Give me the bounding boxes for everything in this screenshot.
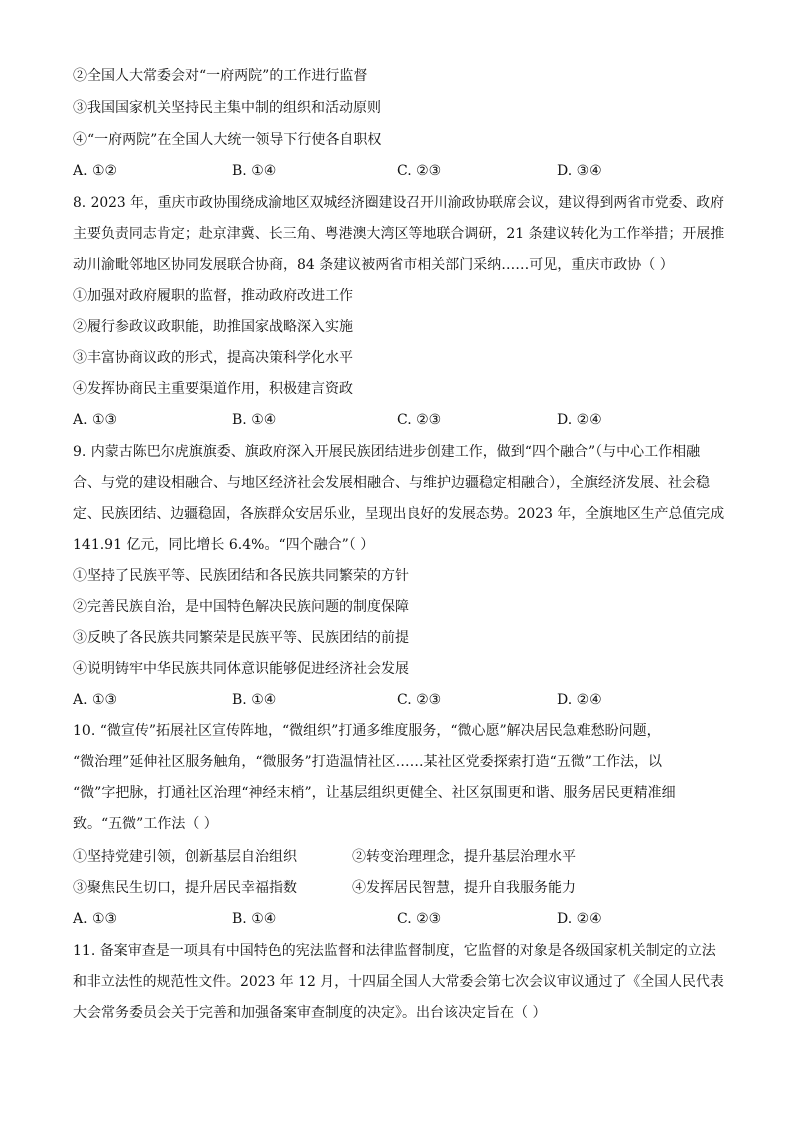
q7-option-d[interactable]: D. ③④ — [557, 163, 602, 179]
q9-item-2: ②完善民族自治，是中国特色解决民族问题的制度保障 — [73, 599, 409, 615]
q10-option-d[interactable]: D. ②④ — [557, 911, 602, 927]
q9-stem-line-2: 合、与党的建设相融合、与地区经济社会发展相融合、与维护边疆稳定相融合），全旗经济发展、社会稳 — [73, 475, 710, 491]
q9-option-a[interactable]: A. ①③ — [73, 692, 118, 708]
q9-stem-line-1: 9. 内蒙古陈巴尔虎旗旗委、旗政府深入开展民族团结进步创建工作，做到“四个融合”（与中心工作相融 — [73, 444, 701, 460]
q9-option-b[interactable]: B. ①④ — [232, 692, 277, 708]
q10-item-1: ①坚持党建引领，创新基层自治组织 — [73, 849, 297, 865]
q8-option-b[interactable]: B. ①④ — [232, 412, 277, 428]
q8-stem-line-1: 8. 2023 年，重庆市政协围绕成渝地区双城经济圈建设召开川渝政协联席会议，建议得到两省市党委、政府 — [73, 195, 724, 211]
q10-option-b[interactable]: B. ①④ — [232, 911, 277, 927]
q8-item-2: ②履行参政议政职能，助推国家战略深入实施 — [73, 319, 353, 335]
q8-option-c[interactable]: C. ②③ — [397, 412, 442, 428]
q10-option-c[interactable]: C. ②③ — [397, 911, 442, 927]
q9-item-1: ①坚持了民族平等、民族团结和各民族共同繁荣的方针 — [73, 568, 409, 584]
q7-item-3: ③我国国家机关坚持民主集中制的组织和活动原则 — [73, 100, 381, 116]
q10-stem-line-1: 10. “微宣传”拓展社区宣传阵地，“微组织”打通多维度服务，“微心愿”解决居民急难愁盼问题， — [73, 723, 661, 739]
q10-option-a[interactable]: A. ①③ — [73, 911, 118, 927]
q11-stem-line-3: 大会常务委员会关于完善和加强备案审查制度的决定》。出台该决定旨在（ ） — [73, 1005, 547, 1021]
q10-item-4: ④发挥居民智慧，提升自我服务能力 — [352, 880, 576, 896]
q8-option-d[interactable]: D. ②④ — [557, 412, 602, 428]
q7-option-a[interactable]: A. ①② — [73, 163, 118, 179]
q11-stem-line-2: 和非立法性的规范性文件。2023 年 12 月，十四届全国人大常委会第七次会议审议通过了《全国人民代表 — [73, 974, 724, 990]
q8-item-1: ①加强对政府履职的监督，推动政府改进工作 — [73, 288, 353, 304]
q7-option-b[interactable]: B. ①④ — [232, 163, 277, 179]
q9-option-c[interactable]: C. ②③ — [397, 692, 442, 708]
q9-item-4: ④说明铸牢中华民族共同体意识能够促进经济社会发展 — [73, 661, 409, 677]
q7-item-2: ②全国人大常委会对“一府两院”的工作进行监督 — [73, 68, 368, 84]
q11-stem-line-1: 11. 备案审查是一项具有中国特色的宪法监督和法律监督制度，它监督的对象是各级国家机关制定的立法 — [73, 943, 716, 959]
q8-option-a[interactable]: A. ①③ — [73, 412, 118, 428]
q8-item-3: ③丰富协商议政的形式，提高决策科学化水平 — [73, 350, 353, 366]
q10-stem-line-3: “微”字把脉，打通社区治理“神经末梢”，让基层组织更健全、社区氛围更和谐、服务居民更精准细 — [73, 785, 676, 801]
q9-stem-line-4: 141.91 亿元，同比增长 6.4%。“四个融合”（ ） — [73, 537, 375, 553]
q9-option-d[interactable]: D. ②④ — [557, 692, 602, 708]
q7-option-c[interactable]: C. ②③ — [397, 163, 442, 179]
q10-item-2: ②转变治理理念，提升基层治理水平 — [352, 849, 576, 865]
q8-stem-line-2: 主要负责同志肯定；赴京津冀、长三角、粤港澳大湾区等地联合调研，21 条建议转化为工作举措；开展推 — [73, 226, 725, 242]
q10-stem-line-2: “微治理”延伸社区服务触角，“微服务”打造温情社区……某社区党委探索打造“五微”工作法，以 — [73, 754, 662, 770]
q10-stem-line-4: 致。“五微”工作法（ ） — [73, 816, 218, 832]
q7-item-4: ④“一府两院”在全国人大统一领导下行使各自职权 — [73, 132, 382, 148]
q10-item-3: ③聚焦民生切口，提升居民幸福指数 — [73, 880, 297, 896]
q8-item-4: ④发挥协商民主重要渠道作用，积极建言资政 — [73, 381, 353, 397]
q9-item-3: ③反映了各民族共同繁荣是民族平等、民族团结的前提 — [73, 630, 409, 646]
q8-stem-line-3: 动川渝毗邻地区协同发展联合协商，84 条建议被两省市相关部门采纳……可见，重庆市政协（ ） — [73, 257, 674, 273]
q9-stem-line-3: 定、民族团结、边疆稳固，各族群众安居乐业，呈现出良好的发展态势。2023 年，全旗地区生产总值完成 — [73, 506, 725, 522]
